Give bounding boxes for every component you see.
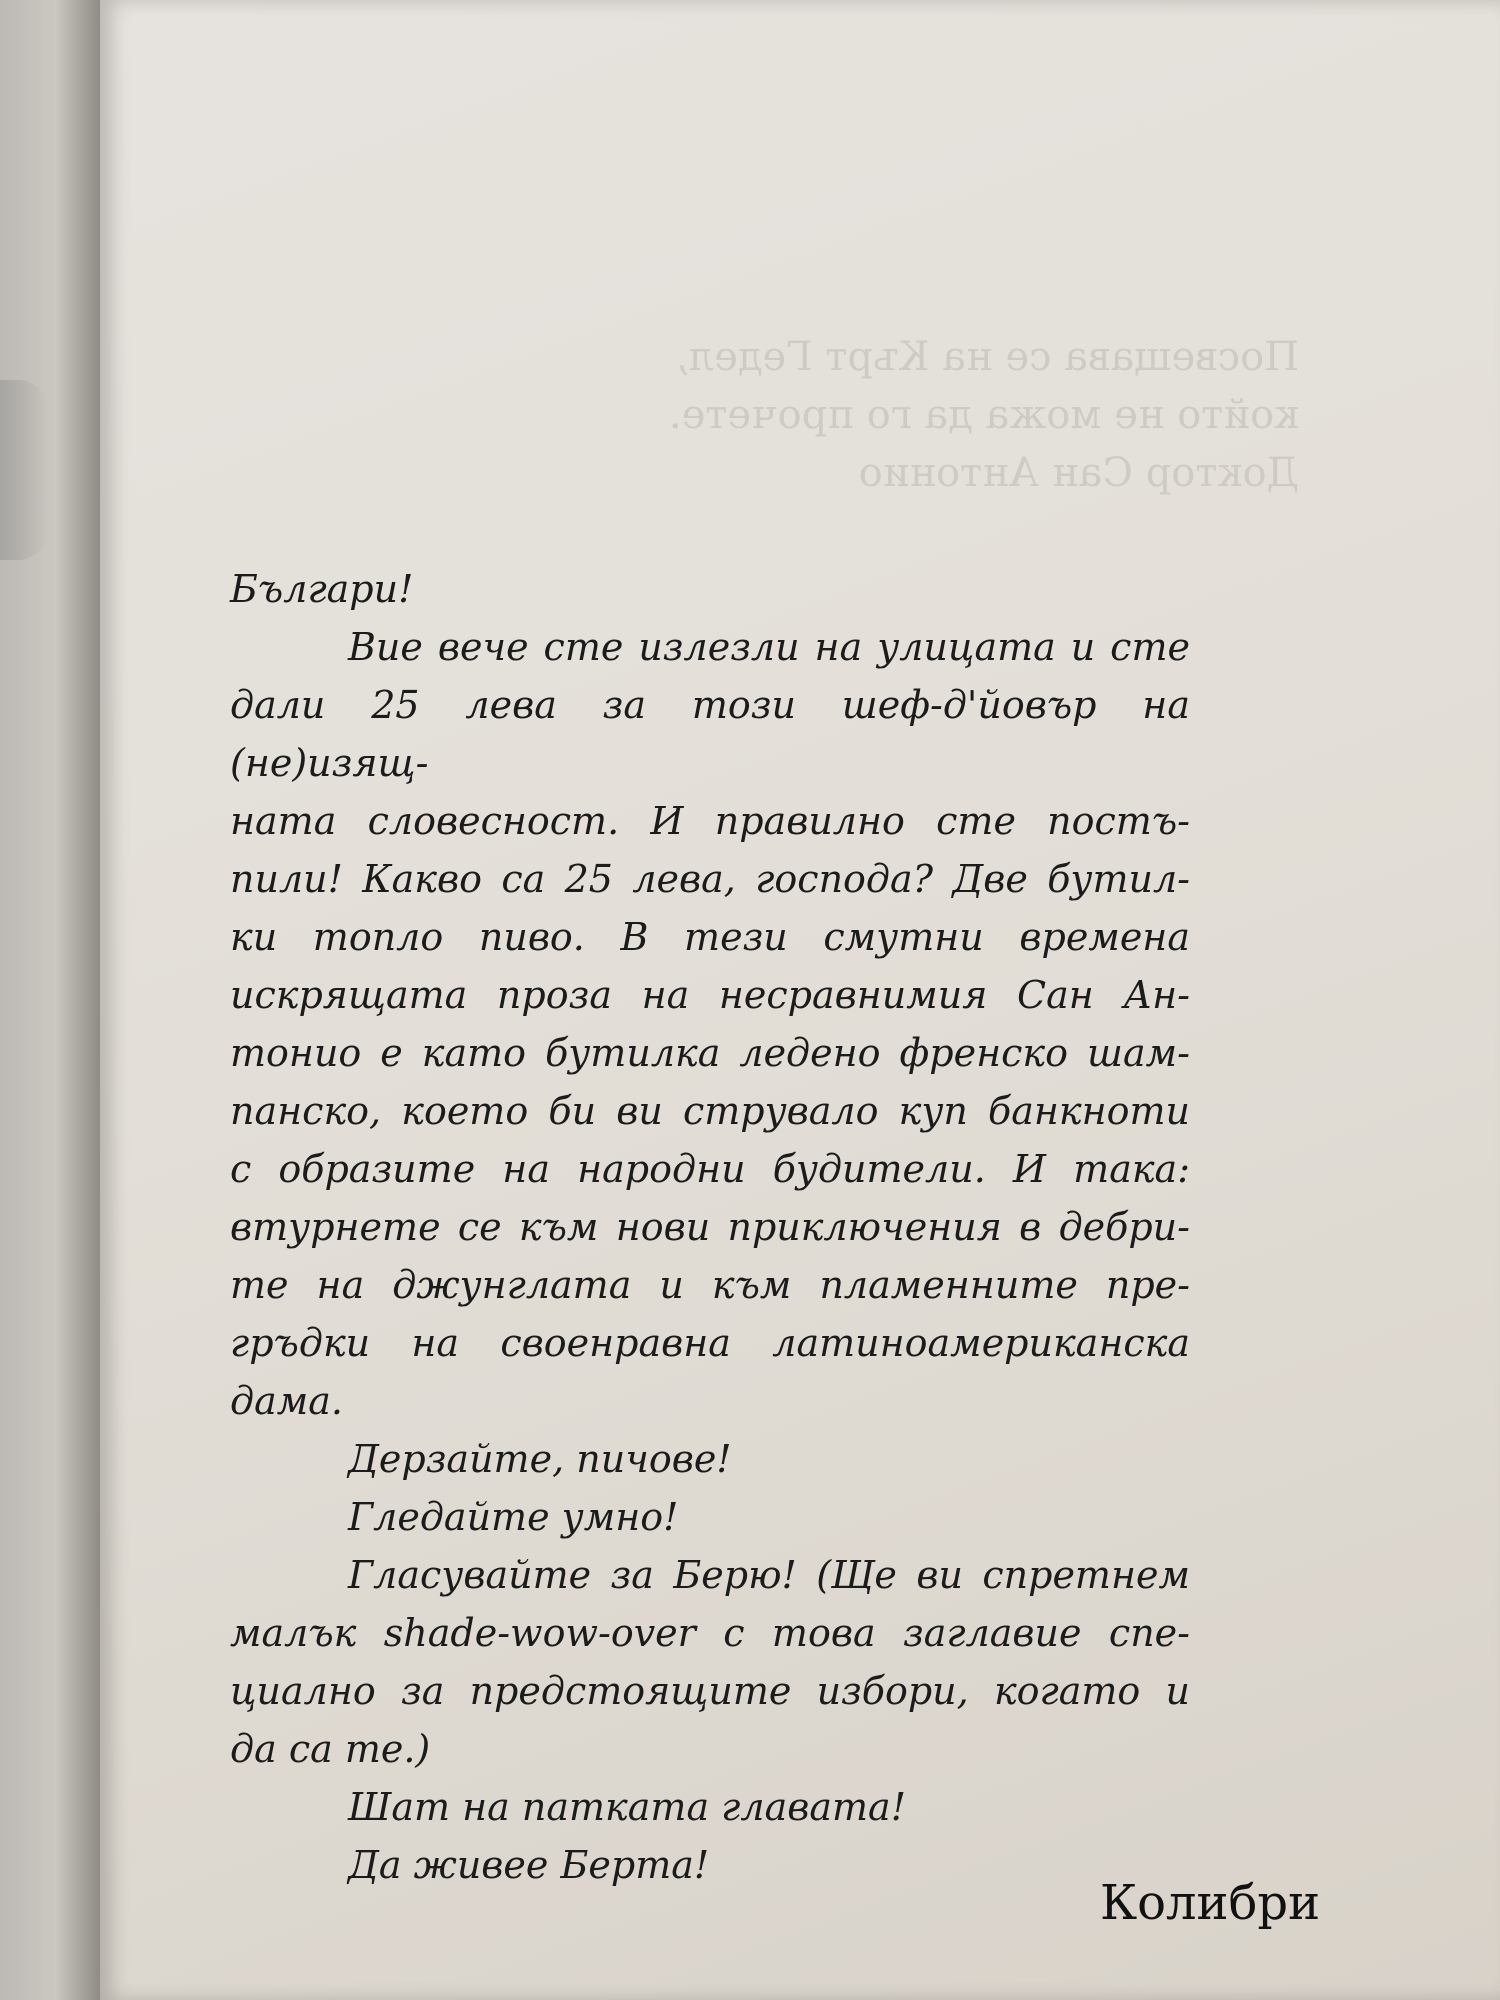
text-line: Да живее Берта! (348, 1843, 710, 1887)
text-line: те на джунглата и към пламенните пре- (230, 1263, 1190, 1307)
text-line: Българи! (230, 567, 414, 611)
preface-text (230, 560, 1190, 1894)
bleed-through-text (668, 270, 1350, 560)
text-line: Гласувайте за Берю! (Ще ви спретнем (348, 1553, 1190, 1597)
text-line: да са те.) (230, 1727, 431, 1771)
text-line: малък shade-wow-over с това заглавие спе- (230, 1611, 1190, 1655)
text-line: тонио е като бутилка ледено френско шам- (230, 1031, 1190, 1075)
bleed-line: който не можа да го прочете. (668, 392, 1300, 438)
text-line: дали 25 лева за този шеф-д'йовър на (не)изящ- (230, 683, 1190, 785)
text-line: Шат на патката главата! (348, 1785, 906, 1829)
text-line: с образите на народни будители. И така: (230, 1147, 1190, 1191)
text-line: искрящата проза на несравнимия Сан Ан- (230, 973, 1190, 1017)
text-line: дама. (230, 1379, 343, 1423)
text-line: циално за предстоящите избори, когато и (230, 1669, 1190, 1713)
text-line: гръдки на своенравна латиноамериканска (230, 1321, 1190, 1365)
bleed-line: Доктор Сан Антонио (858, 450, 1300, 496)
book-spine-gutter (0, 0, 100, 2000)
text-line: Дерзайте, пичове! (348, 1437, 732, 1481)
text-line: ната словесност. И правилно сте постъ- (230, 799, 1190, 843)
text-line: Вие вече сте излезли на улицата и сте (348, 625, 1190, 669)
signature: Колибри (1100, 1875, 1321, 1931)
text-line: пили! Какво са 25 лева, господа? Две бутил- (230, 857, 1190, 901)
text-line: втурнете се към нови приключения в дебри- (230, 1205, 1190, 1249)
text-line: Гледайте умно! (348, 1495, 679, 1539)
facing-page-mark (0, 380, 48, 560)
text-line: панско, което би ви струвало куп банкноти (230, 1089, 1190, 1133)
bleed-line: Посвещава се на Кърт Гедел, (676, 334, 1300, 380)
text-line: ки топло пиво. В тези смутни времена (230, 915, 1190, 959)
